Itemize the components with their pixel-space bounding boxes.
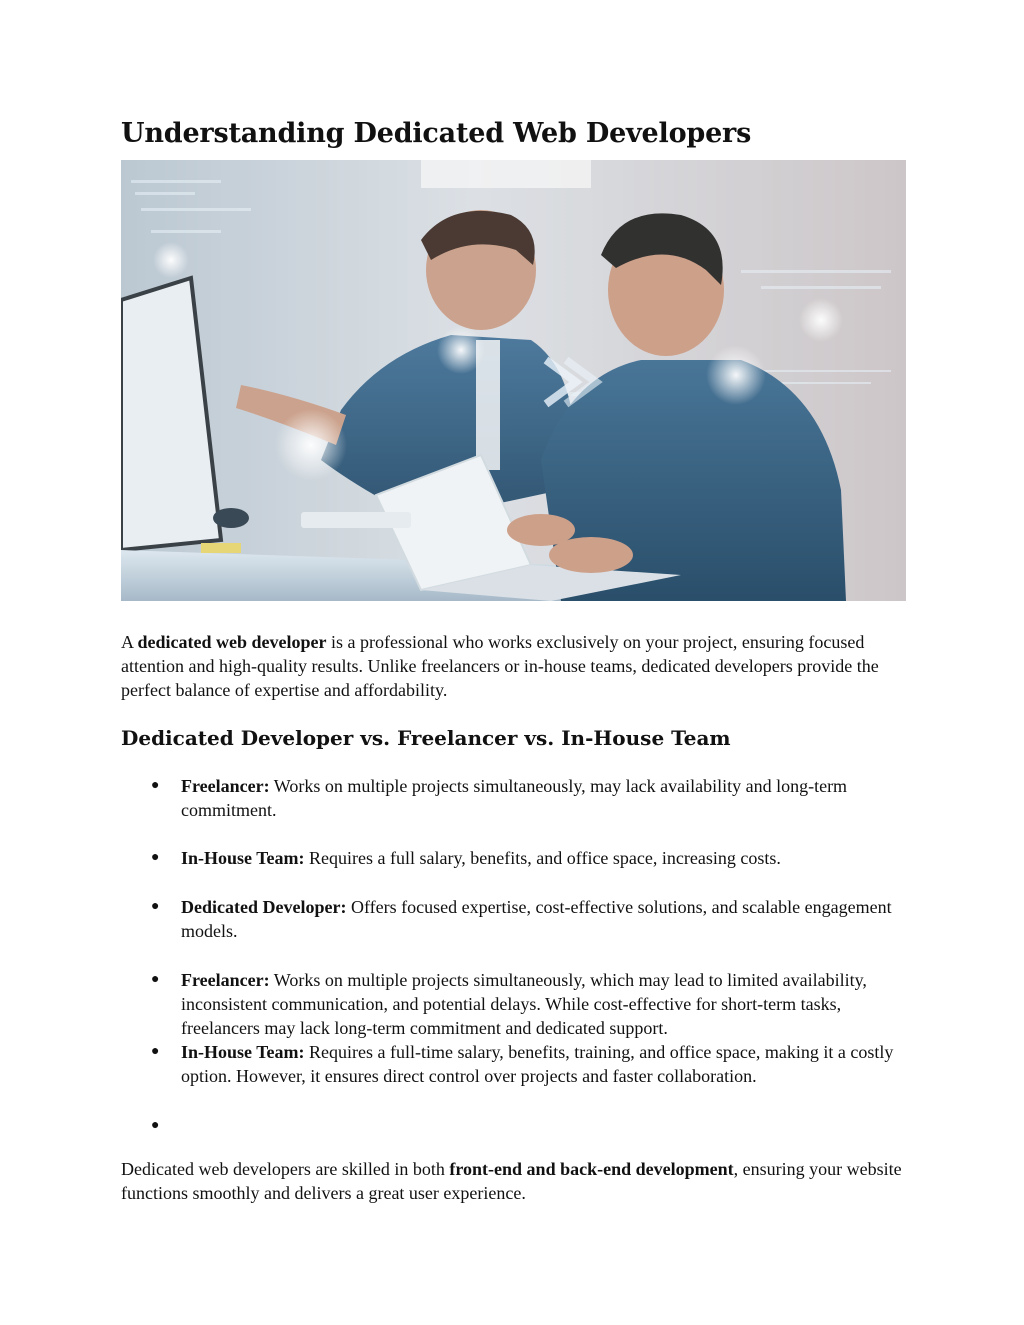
list-item xyxy=(121,846,907,870)
closing-suffix: , ensuring your website functions smoothly and delivers a great user experience. xyxy=(121,1159,902,1203)
list-item-label: Freelancer: xyxy=(181,776,270,796)
list-item xyxy=(121,774,907,822)
intro-paragraph xyxy=(121,630,907,702)
intro-bold-term: dedicated web developer xyxy=(137,632,327,652)
list-item-label: In-House Team: xyxy=(181,848,305,868)
list-item xyxy=(121,968,907,1040)
list-item-label: In-House Team: xyxy=(181,1042,305,1062)
list-item-text: Offers focused expertise, cost-effective solutions, and scalable engagement models. xyxy=(181,897,892,941)
page-title: Understanding Dedicated Web Developers xyxy=(121,118,752,149)
bullet-icon: ● xyxy=(151,1044,160,1059)
bullet-icon: ● xyxy=(151,899,160,914)
bullet-icon: ● xyxy=(151,850,160,865)
list-item-text: Requires a full-time salary, benefits, training, and office space, making it a costly option. However, it ensures direct control over projects and faster collaboration. xyxy=(181,1042,894,1086)
list-item-label: Freelancer: xyxy=(181,970,270,990)
list-item xyxy=(121,1040,907,1088)
intro-suffix: is a professional who works exclusively on your project, ensuring focused attention and high-quality results. Unlike freelancers or in-house teams, dedicated developers provide the perfect balance of expertise and affordability. xyxy=(121,632,879,700)
bullet-icon: ● xyxy=(151,1118,160,1133)
hero-image-developers xyxy=(121,160,906,601)
list-item-text: Works on multiple projects simultaneously, may lack availability and long-term commitment. xyxy=(181,776,848,820)
list-item xyxy=(121,895,907,943)
section-subheading: Dedicated Developer vs. Freelancer vs. In-House Team xyxy=(121,726,731,750)
intro-prefix: A xyxy=(121,632,138,652)
bullet-icon: ● xyxy=(151,972,160,987)
bullet-icon: ● xyxy=(151,778,160,793)
closing-paragraph xyxy=(121,1157,907,1205)
list-item-text: Requires a full salary, benefits, and office space, increasing costs. xyxy=(304,848,781,868)
list-item-label: Dedicated Developer: xyxy=(181,897,347,917)
closing-bold-term: front-end and back-end development xyxy=(449,1159,734,1179)
list-item-text: Works on multiple projects simultaneously, which may lead to limited availability, inconsistent communication, and potential delays. While cost-effective for short-term tasks, freelancers may lack long-term commitment and dedicated support. xyxy=(181,970,867,1038)
closing-prefix: Dedicated web developers are skilled in both xyxy=(121,1159,450,1179)
